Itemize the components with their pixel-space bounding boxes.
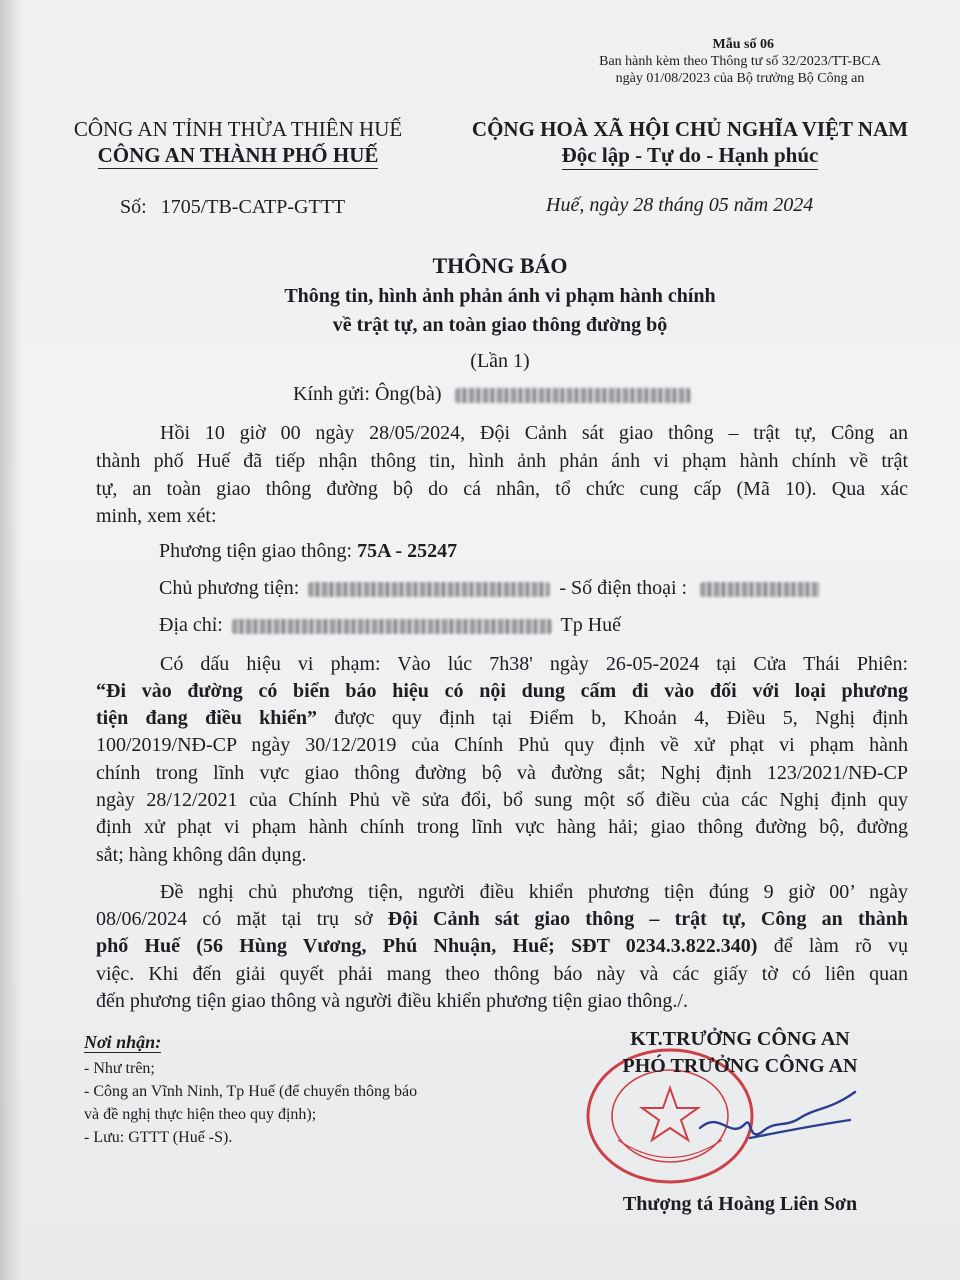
request-line-5: đến phương tiện giao thông và người điều khiển phương tiện giao thông./. [96,990,688,1012]
redacted-owner-name [308,582,550,597]
vehicle-field [159,540,457,563]
recipient-item: - Công an Vĩnh Ninh, Tp Huế (để chuyển thông báo [84,1083,418,1100]
form-number: Mẫu số 06 [712,37,774,52]
form-reference [560,53,920,87]
recipient-item: - Lưu: GTTT (Huế -S). [84,1129,233,1146]
greeting [293,383,691,406]
recipients-heading [84,1032,161,1053]
address-field [159,614,621,637]
vehicle-label: Phương tiện giao thông: [159,540,353,562]
agency-name [38,143,438,168]
redacted-name [455,388,691,403]
request-line-1: Đề nghị chủ phương tiện, người điều khiển phương tiện đúng 9 giờ 00’ ngày [160,881,908,903]
nation-motto [440,143,940,168]
document-number-label: Số: [120,196,147,218]
vehicle-plate: 75A - 25247 [357,540,458,562]
place-date: Huế, ngày 28 tháng 05 năm 2024 [546,194,814,216]
phone-label: - Số điện thoại : [559,577,688,599]
agency-name-text: CÔNG AN THÀNH PHỐ HUẾ [97,143,379,167]
signatory-title-2: PHÓ TRƯỞNG CÔNG AN [622,1055,858,1077]
intro-line-2: thành phố Huế đã tiếp nhận thông tin, hình ảnh phản ánh vi phạm hành chính về trật [96,450,908,472]
signatory-title-1: KT.TRƯỞNG CÔNG AN [630,1028,850,1050]
address-label: Địa chỉ: [159,614,223,636]
address-tail: Tp Huế [560,614,622,636]
violation-line-4: chính trong lĩnh vực giao thông đường bộ và đường sắt; Nghị định 123/2021/NĐ-CP [96,762,908,784]
request-line-2-start: 08/06/2024 có mặt tại trụ sở [96,908,373,930]
violation-description-1: “Đi vào đường có biển báo hiệu có nội dung cấm đi vào đối với loại phương [96,680,908,702]
greeting-label: Kính gửi: Ông(bà) [293,383,442,405]
violation-line-7: sắt; hàng không dân dụng. [96,844,307,866]
notice-subtitle-1: Thông tin, hình ảnh phản ánh vi phạm hành chính [284,285,716,307]
request-line-4: việc. Khi đến giải quyết phải mang theo thông báo này và các giấy tờ có liên quan [96,963,908,985]
violation-lead: Có dấu hiệu vi phạm: Vào lúc 7h38' ngày 26-05-2024 tại Cửa Thái Phiên: [160,653,908,675]
redacted-phone [700,582,820,597]
request-line-3-end: để làm rõ vụ [773,935,909,957]
agency-parent: CÔNG AN TỈNH THỪA THIÊN HUẾ [73,117,403,141]
notice-title: THÔNG BÁO [432,253,568,278]
signer-name: Thượng tá Hoàng Liên Sơn [622,1193,858,1215]
request-line-2 [96,906,908,933]
recipient-item: - Như trên; [84,1060,155,1077]
violation-legal-basis: được quy định tại Điểm b, Khoản 4, Điều 5, Nghị định [334,707,909,729]
intro-line-3: tự, an toàn giao thông đường bộ do cá nhân, tổ chức cung cấp (Mã 10). Qua xác [96,478,908,500]
nation-name: CỘNG HOÀ XÃ HỘI CHỦ NGHĨA VIỆT NAM [471,117,909,141]
owner-label: Chủ phương tiện: [159,577,300,599]
recipients-heading-text: Nơi nhận: [84,1032,162,1052]
police-unit: Đội Cảnh sát giao thông – trật tự, Công an thành [387,908,909,930]
owner-field [159,577,820,600]
intro-line-4: minh, xem xét: [96,505,217,527]
notice-subtitle-2: về trật tự, an toàn giao thông đường bộ [332,314,668,336]
nation-motto-text: Độc lập - Tự do - Hạnh phúc [562,143,819,170]
violation-line-2 [96,705,908,732]
document-number-value: 1705/TB-CATP-GTTT [160,196,346,218]
form-reference-line2: ngày 01/08/2023 của Bộ trưởng Bộ Công an [615,71,865,86]
handwritten-signature [690,1080,860,1150]
form-reference-line1: Ban hành kèm theo Thông tư số 32/2023/TT-BCA [599,54,881,69]
police-address: phố Huế (56 Hùng Vương, Phú Nhuận, Huế; SĐT 0234.3.822.340) [96,935,758,957]
request-line-3 [96,933,908,960]
notice-round: (Lần 1) [470,350,530,372]
recipient-item: và đề nghị thực hiện theo quy định); [84,1106,317,1123]
document-number [120,196,345,219]
violation-description-2: tiện đang điều khiển” [96,707,317,729]
violation-line-5: ngày 28/12/2021 của Chính Phủ về sửa đổi, bổ sung một số điều của các Nghị định quy [96,789,908,811]
violation-line-3: 100/2019/NĐ-CP ngày 30/12/2019 của Chính Phủ quy định về xử phạt vi phạm hành [96,734,908,756]
redacted-address [232,619,552,634]
intro-line-1: Hồi 10 giờ 00 ngày 28/05/2024, Đội Cảnh sát giao thông – trật tự, Công an [160,422,908,444]
violation-line-6: định xử phạt vi phạm hành chính trong lĩnh vực hàng hải; giao thông đường bộ, đường [96,816,908,838]
